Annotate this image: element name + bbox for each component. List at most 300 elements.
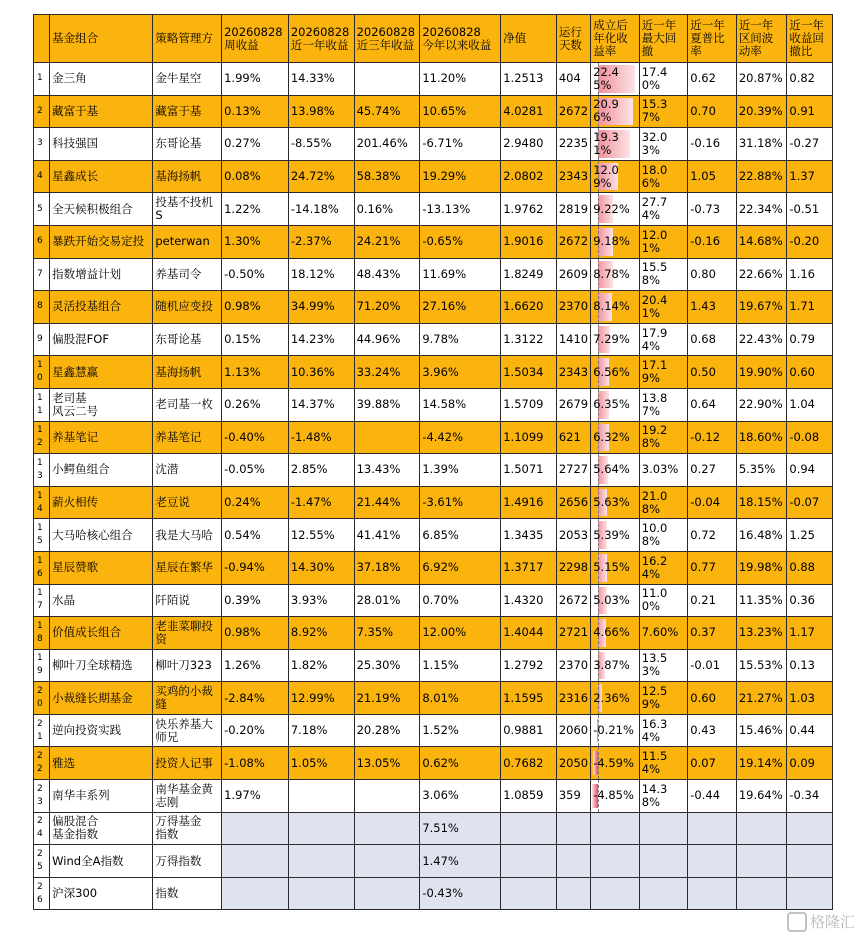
run-days: 404 (556, 63, 590, 96)
annualized-return-value: 9.22% (593, 201, 630, 216)
run-days: 2298 (556, 551, 590, 584)
fund-name: 大马哈核心组合 (50, 519, 153, 552)
annualized-return-value: 6.32% (593, 429, 630, 444)
one-year-return: -1.47% (288, 486, 354, 519)
row-index: 18 (34, 617, 50, 650)
row-index: 6 (34, 225, 50, 258)
one-year-return: 14.33% (288, 63, 354, 96)
one-year-return: 24.72% (288, 160, 354, 193)
manager: 柳叶刀323 (153, 649, 222, 682)
nav: 1.9016 (501, 225, 557, 258)
table-row (34, 388, 833, 421)
annualized-return (591, 682, 640, 715)
volatility: 19.67% (736, 291, 787, 324)
return-drawdown-ratio: 1.04 (787, 388, 833, 421)
manager: 基海扬帆 (153, 356, 222, 389)
nav: 1.2513 (501, 63, 557, 96)
one-year-return (288, 812, 354, 845)
max-drawdown: 18.06% (639, 160, 688, 193)
week-return: 0.13% (222, 95, 289, 128)
row-index: 19 (34, 649, 50, 682)
annualized-return-value: 20.96% (593, 97, 619, 125)
sharpe-ratio: 0.77 (688, 551, 737, 584)
one-year-return: 18.12% (288, 258, 354, 291)
run-days: 2672 (556, 225, 590, 258)
manager: 我是大马哈 (153, 519, 222, 552)
row-index: 16 (34, 551, 50, 584)
annualized-return-value: 12.09% (593, 162, 619, 190)
volatility: 22.43% (736, 323, 787, 356)
volatility: 14.68% (736, 225, 787, 258)
table-row (34, 454, 833, 487)
run-days: 2370 (556, 291, 590, 324)
row-index: 24 (34, 812, 50, 845)
one-year-return (288, 877, 354, 910)
nav: 0.7682 (501, 747, 557, 780)
run-days: 2343 (556, 356, 590, 389)
manager: 快乐养基大师兄 (153, 714, 222, 747)
one-year-return: 7.18% (288, 714, 354, 747)
three-year-return: 71.20% (354, 291, 420, 324)
one-year-return: 34.99% (288, 291, 354, 324)
sharpe-ratio (688, 845, 737, 878)
week-return: 0.54% (222, 519, 289, 552)
return-drawdown-ratio: 0.88 (787, 551, 833, 584)
return-drawdown-ratio: -0.20 (787, 225, 833, 258)
ytd-return: 27.16% (420, 291, 501, 324)
return-drawdown-ratio: 1.17 (787, 617, 833, 650)
nav: 1.4044 (501, 617, 557, 650)
table-row (34, 160, 833, 193)
nav: 1.8249 (501, 258, 557, 291)
three-year-return: 7.35% (354, 617, 420, 650)
run-days: 621 (556, 421, 590, 454)
three-year-return: 0.16% (354, 193, 420, 226)
volatility: 19.90% (736, 356, 787, 389)
manager: 万得指数 (153, 845, 222, 878)
week-return: 1.26% (222, 649, 289, 682)
nav: 1.5709 (501, 388, 557, 421)
week-return: 0.98% (222, 617, 289, 650)
annualized-return-value: 7.29% (593, 332, 630, 347)
fund-name: 科技强国 (50, 128, 153, 161)
week-return: 1.99% (222, 63, 289, 96)
sharpe-ratio: -0.73 (688, 193, 737, 226)
ytd-return: 10.65% (420, 95, 501, 128)
table-row (34, 258, 833, 291)
three-year-return: 39.88% (354, 388, 420, 421)
sharpe-ratio: 0.37 (688, 617, 737, 650)
nav: 1.3122 (501, 323, 557, 356)
table-row (34, 747, 833, 780)
max-drawdown: 21.08% (639, 486, 688, 519)
volatility: 19.14% (736, 747, 787, 780)
sharpe-ratio: 0.07 (688, 747, 737, 780)
manager: 养基笔记 (153, 421, 222, 454)
three-year-return (354, 877, 420, 910)
week-return: 0.08% (222, 160, 289, 193)
return-drawdown-ratio: 1.37 (787, 160, 833, 193)
sharpe-ratio: -0.44 (688, 780, 737, 813)
annualized-return (591, 454, 640, 487)
fund-name: 全天候积极组合 (50, 193, 153, 226)
one-year-return: 8.92% (288, 617, 354, 650)
annualized-return-value: 6.56% (593, 364, 630, 379)
header-cell: 基金组合 (50, 15, 153, 63)
return-drawdown-ratio: -0.07 (787, 486, 833, 519)
nav: 1.6620 (501, 291, 557, 324)
run-days: 2053 (556, 519, 590, 552)
max-drawdown: 7.60% (639, 617, 688, 650)
volatility (736, 812, 787, 845)
week-return: -0.05% (222, 454, 289, 487)
one-year-return: -1.48% (288, 421, 354, 454)
fund-name: 暴跌开始交易定投 (50, 225, 153, 258)
ytd-return: 6.85% (420, 519, 501, 552)
volatility: 22.88% (736, 160, 787, 193)
manager: 万得基金 指数 (153, 812, 222, 845)
annualized-return-value: 2.36% (593, 690, 630, 705)
annualized-return (591, 747, 640, 780)
one-year-return: 10.36% (288, 356, 354, 389)
max-drawdown: 11.00% (639, 584, 688, 617)
manager: 老韭菜聊投资 (153, 617, 222, 650)
one-year-return: 1.05% (288, 747, 354, 780)
row-index: 23 (34, 780, 50, 813)
max-drawdown: 3.03% (639, 454, 688, 487)
nav: 4.0281 (501, 95, 557, 128)
nav: 1.3435 (501, 519, 557, 552)
run-days: 2672 (556, 584, 590, 617)
max-drawdown: 16.34% (639, 714, 688, 747)
annualized-return-value: 3.87% (593, 657, 630, 672)
annualized-return (591, 845, 640, 878)
sharpe-ratio: -0.01 (688, 649, 737, 682)
row-index: 26 (34, 877, 50, 910)
ytd-return: 7.51% (420, 812, 501, 845)
manager: 星辰在繁华 (153, 551, 222, 584)
week-return: 0.27% (222, 128, 289, 161)
volatility: 18.60% (736, 421, 787, 454)
max-drawdown: 12.01% (639, 225, 688, 258)
annualized-return-value: 5.03% (593, 592, 630, 607)
max-drawdown: 19.28% (639, 421, 688, 454)
three-year-return: 21.19% (354, 682, 420, 715)
row-index: 17 (34, 584, 50, 617)
one-year-return: 14.37% (288, 388, 354, 421)
annualized-return-value: 5.64% (593, 462, 630, 477)
return-drawdown-ratio: -0.27 (787, 128, 833, 161)
volatility: 31.18% (736, 128, 787, 161)
max-drawdown: 13.53% (639, 649, 688, 682)
annualized-return (591, 584, 640, 617)
sharpe-ratio: -0.16 (688, 128, 737, 161)
run-days: 2050 (556, 747, 590, 780)
max-drawdown: 16.24% (639, 551, 688, 584)
annualized-return-value: 5.63% (593, 495, 630, 510)
header-cell: 近一年 最大回 撤 (639, 15, 688, 63)
fund-name: 柳叶刀全球精选 (50, 649, 153, 682)
one-year-return: 14.23% (288, 323, 354, 356)
three-year-return (354, 812, 420, 845)
one-year-return: 2.85% (288, 454, 354, 487)
ytd-return: -0.43% (420, 877, 501, 910)
return-drawdown-ratio: 0.82 (787, 63, 833, 96)
ytd-return: -6.71% (420, 128, 501, 161)
run-days: 2060 (556, 714, 590, 747)
ytd-return: 14.58% (420, 388, 501, 421)
three-year-return: 25.30% (354, 649, 420, 682)
table-row (34, 356, 833, 389)
ytd-return: 19.29% (420, 160, 501, 193)
fund-name: 金三角 (50, 63, 153, 96)
ytd-return: 8.01% (420, 682, 501, 715)
row-index: 7 (34, 258, 50, 291)
table-row (34, 714, 833, 747)
sharpe-ratio: 0.60 (688, 682, 737, 715)
fund-name: 灵活投基组合 (50, 291, 153, 324)
fund-name: 指数增益计划 (50, 258, 153, 291)
three-year-return: 24.21% (354, 225, 420, 258)
nav: 2.0802 (501, 160, 557, 193)
three-year-return: 58.38% (354, 160, 420, 193)
fund-name: 星辰赞歌 (50, 551, 153, 584)
annualized-return (591, 258, 640, 291)
sharpe-ratio: 0.27 (688, 454, 737, 487)
week-return: 1.22% (222, 193, 289, 226)
sharpe-ratio: 0.70 (688, 95, 737, 128)
sharpe-ratio: 0.43 (688, 714, 737, 747)
run-days: 2721 (556, 617, 590, 650)
return-drawdown-ratio: 0.09 (787, 747, 833, 780)
fund-name: 薪火相传 (50, 486, 153, 519)
manager: peterwan (153, 225, 222, 258)
volatility: 5.35% (736, 454, 787, 487)
run-days (556, 845, 590, 878)
manager: 投基不投机S (153, 193, 222, 226)
row-index: 5 (34, 193, 50, 226)
annualized-return (591, 193, 640, 226)
header-cell: 20260828 近三年收益 (354, 15, 420, 63)
return-drawdown-ratio: 1.25 (787, 519, 833, 552)
max-drawdown (639, 877, 688, 910)
ytd-return: 11.69% (420, 258, 501, 291)
manager: 沈潜 (153, 454, 222, 487)
nav (501, 845, 557, 878)
one-year-return: 13.98% (288, 95, 354, 128)
max-drawdown: 15.37% (639, 95, 688, 128)
nav: 1.4320 (501, 584, 557, 617)
manager: 阡陌说 (153, 584, 222, 617)
week-return: -2.84% (222, 682, 289, 715)
three-year-return: 41.41% (354, 519, 420, 552)
ytd-return: -13.13% (420, 193, 501, 226)
annualized-return (591, 63, 640, 96)
ytd-return: 1.15% (420, 649, 501, 682)
row-index: 8 (34, 291, 50, 324)
max-drawdown: 17.94% (639, 323, 688, 356)
run-days: 1410 (556, 323, 590, 356)
max-drawdown: 32.03% (639, 128, 688, 161)
table-row (34, 845, 833, 878)
fund-name: 逆向投资实践 (50, 714, 153, 747)
fund-name: 南华丰系列 (50, 780, 153, 813)
ytd-return: 0.62% (420, 747, 501, 780)
run-days: 359 (556, 780, 590, 813)
three-year-return: 48.43% (354, 258, 420, 291)
week-return: -0.50% (222, 258, 289, 291)
return-drawdown-ratio: 0.79 (787, 323, 833, 356)
sharpe-ratio: 0.64 (688, 388, 737, 421)
header-cell: 20260828 今年以来收益 (420, 15, 501, 63)
sharpe-ratio: -0.04 (688, 486, 737, 519)
header-cell: 成立后 年化收 益率 (591, 15, 640, 63)
fund-name: 养基笔记 (50, 421, 153, 454)
one-year-return: -8.55% (288, 128, 354, 161)
volatility: 18.15% (736, 486, 787, 519)
three-year-return: 37.18% (354, 551, 420, 584)
table-row (34, 682, 833, 715)
table-row (34, 584, 833, 617)
annualized-return (591, 649, 640, 682)
watermark-logo (787, 911, 855, 932)
manager: 东哥论基 (153, 128, 222, 161)
fund-name: 价值成长组合 (50, 617, 153, 650)
header-cell: 近一年 区间波 动率 (736, 15, 787, 63)
row-index: 20 (34, 682, 50, 715)
nav: 1.5071 (501, 454, 557, 487)
return-drawdown-ratio: 0.13 (787, 649, 833, 682)
table-row (34, 291, 833, 324)
week-return: 0.15% (222, 323, 289, 356)
week-return: -0.20% (222, 714, 289, 747)
one-year-return: 14.30% (288, 551, 354, 584)
sharpe-ratio: 1.43 (688, 291, 737, 324)
row-index: 9 (34, 323, 50, 356)
ytd-return: 1.39% (420, 454, 501, 487)
volatility: 16.48% (736, 519, 787, 552)
ytd-return: -4.42% (420, 421, 501, 454)
three-year-return: 13.43% (354, 454, 420, 487)
volatility: 19.64% (736, 780, 787, 813)
week-return: 0.24% (222, 486, 289, 519)
manager: 金牛星空 (153, 63, 222, 96)
sharpe-ratio: -0.16 (688, 225, 737, 258)
week-return: 1.13% (222, 356, 289, 389)
max-drawdown: 17.19% (639, 356, 688, 389)
row-index: 25 (34, 845, 50, 878)
three-year-return: 33.24% (354, 356, 420, 389)
sharpe-ratio: 0.72 (688, 519, 737, 552)
ytd-return: 11.20% (420, 63, 501, 96)
sharpe-ratio: 0.50 (688, 356, 737, 389)
row-index: 4 (34, 160, 50, 193)
table-row (34, 193, 833, 226)
fund-name: 沪深300 (50, 877, 153, 910)
manager: 养基司令 (153, 258, 222, 291)
annualized-return (591, 95, 640, 128)
nav: 1.1595 (501, 682, 557, 715)
nav: 1.9762 (501, 193, 557, 226)
annualized-return (591, 160, 640, 193)
volatility: 20.87% (736, 63, 787, 96)
table-row (34, 617, 833, 650)
fund-name: 水晶 (50, 584, 153, 617)
table-row (34, 877, 833, 910)
fund-ranking-table (33, 14, 833, 910)
max-drawdown: 15.58% (639, 258, 688, 291)
one-year-return: -2.37% (288, 225, 354, 258)
max-drawdown (639, 845, 688, 878)
annualized-return (591, 812, 640, 845)
annualized-return (591, 128, 640, 161)
sharpe-ratio: 0.68 (688, 323, 737, 356)
header-cell: 20260828 周收益 (222, 15, 289, 63)
fund-name: 星鑫慧赢 (50, 356, 153, 389)
one-year-return: 12.55% (288, 519, 354, 552)
volatility: 22.34% (736, 193, 787, 226)
row-index: 15 (34, 519, 50, 552)
annualized-return (591, 486, 640, 519)
three-year-return: 21.44% (354, 486, 420, 519)
table-row (34, 128, 833, 161)
nav: 1.2792 (501, 649, 557, 682)
run-days: 2672 (556, 95, 590, 128)
table-row (34, 780, 833, 813)
manager: 藏富于基 (153, 95, 222, 128)
annualized-return (591, 323, 640, 356)
volatility: 15.53% (736, 649, 787, 682)
ytd-return: -0.65% (420, 225, 501, 258)
manager: 老司基一枚 (153, 388, 222, 421)
week-return: -0.94% (222, 551, 289, 584)
nav: 2.9480 (501, 128, 557, 161)
run-days: 2656 (556, 486, 590, 519)
volatility: 22.66% (736, 258, 787, 291)
annualized-return-value: 19.31% (593, 129, 619, 157)
week-return: -0.40% (222, 421, 289, 454)
header-row (34, 15, 833, 63)
row-index: 3 (34, 128, 50, 161)
annualized-return-value: 5.39% (593, 527, 630, 542)
ytd-return: 6.92% (420, 551, 501, 584)
nav (501, 877, 557, 910)
return-drawdown-ratio: 0.91 (787, 95, 833, 128)
nav: 1.5034 (501, 356, 557, 389)
table-row (34, 63, 833, 96)
header-cell (34, 15, 50, 63)
annualized-return-value: 8.78% (593, 266, 630, 281)
max-drawdown: 12.59% (639, 682, 688, 715)
annualized-return (591, 551, 640, 584)
run-days: 2727 (556, 454, 590, 487)
row-index: 10 (34, 356, 50, 389)
manager: 老豆说 (153, 486, 222, 519)
ytd-return: 3.96% (420, 356, 501, 389)
max-drawdown: 27.74% (639, 193, 688, 226)
volatility (736, 877, 787, 910)
ytd-return: 3.06% (420, 780, 501, 813)
run-days (556, 877, 590, 910)
fund-name: 小鳄鱼组合 (50, 454, 153, 487)
one-year-return: 3.93% (288, 584, 354, 617)
watermark-text: 格隆汇 (809, 913, 855, 931)
annualized-return (591, 291, 640, 324)
nav: 1.1099 (501, 421, 557, 454)
annualized-return-value: 8.14% (593, 299, 630, 314)
return-drawdown-ratio (787, 812, 833, 845)
return-drawdown-ratio (787, 877, 833, 910)
